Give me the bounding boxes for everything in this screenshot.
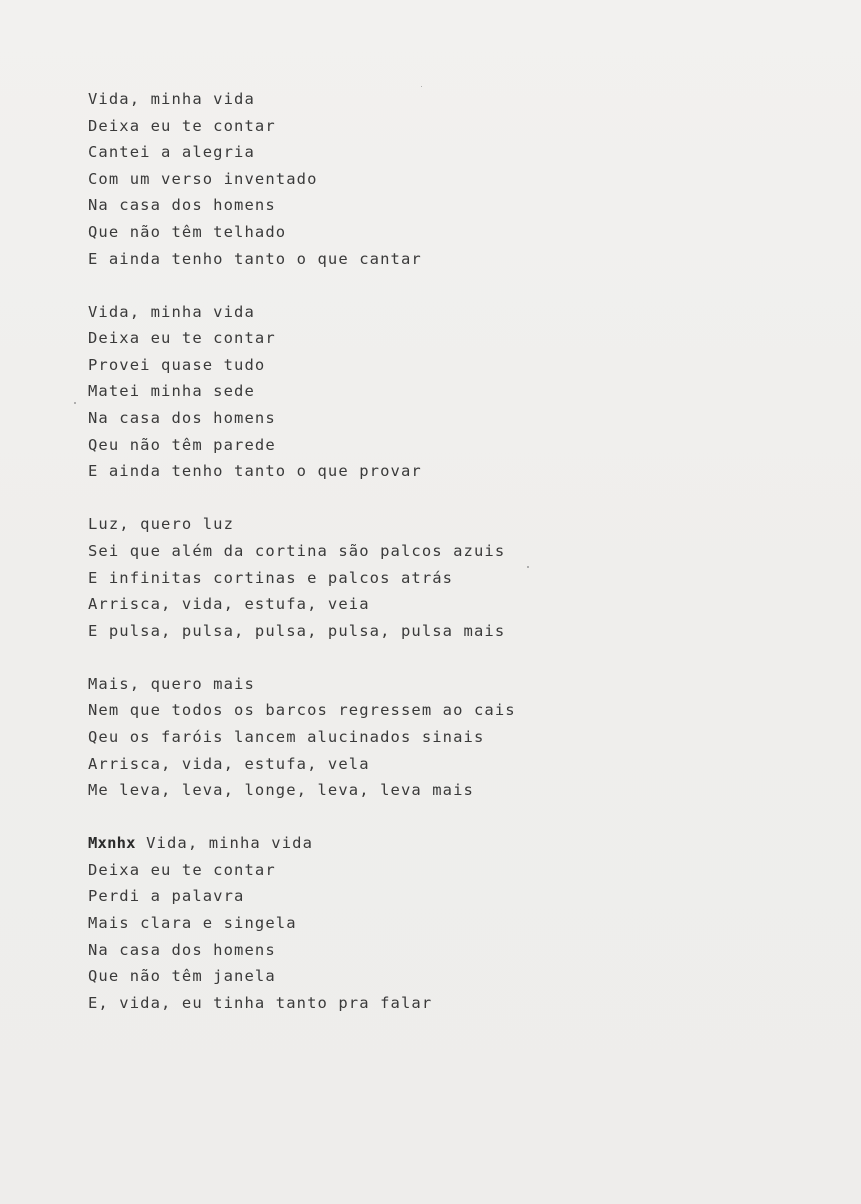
paper-speck [527, 566, 529, 568]
verse-line: Que não têm telhado [88, 222, 287, 241]
verse-line: Me leva, leva, longe, leva, leva mais [88, 781, 474, 800]
verse-line [88, 830, 828, 857]
verse-line: Mais, quero mais [88, 674, 255, 693]
verse-line: Sei que além da cortina são palcos azuis [88, 541, 506, 560]
verse-line: Arrisca, vida, estufa, veia [88, 595, 370, 614]
verse-line: Deixa eu te contar [88, 116, 276, 135]
verse-line: Nem que todos os barcos regressem ao cais [88, 701, 516, 720]
verse-line: Que não têm janela [88, 967, 276, 986]
verse-line: E, vida, eu tinha tanto pra falar [88, 993, 433, 1012]
verse-line: Na casa dos homens [88, 196, 276, 215]
verse-line: Com um verso inventado [88, 169, 318, 188]
verse-line: Luz, quero luz [88, 515, 235, 534]
verse-line: Cantei a alegria [88, 143, 255, 162]
verse-line: Qeu não têm parede [88, 435, 276, 454]
verse-line: Vida, minha vida [88, 90, 255, 108]
verse-line: Na casa dos homens [88, 409, 276, 428]
verse-line: E ainda tenho tanto o que provar [88, 462, 422, 481]
verse-line: Mais clara e singela [88, 914, 297, 933]
verse-line: Perdi a palavra [88, 887, 245, 906]
verse-line: Qeu os faróis lancem alucinados sinais [88, 727, 485, 746]
verse-line: Deixa eu te contar [88, 329, 276, 348]
stanza-4 [88, 671, 828, 804]
verse-line: E infinitas cortinas e palcos atrás [88, 568, 454, 587]
paper-speck [421, 86, 422, 87]
stanza-5 [88, 830, 828, 1016]
verse-line: E ainda tenho tanto o que cantar [88, 249, 422, 268]
stanza-2 [88, 299, 828, 485]
verse-line: Matei minha sede [88, 382, 255, 401]
verse-line: Provei quase tudo [88, 355, 266, 374]
verse-line: Arrisca, vida, estufa, vela [88, 754, 370, 773]
verse-line: Deixa eu te contar [88, 860, 276, 879]
paper-speck [74, 402, 76, 404]
lyrics-text [88, 86, 828, 1043]
struck-out-word: Mxnhx [88, 834, 136, 853]
stanza-3 [88, 511, 828, 644]
verse-line: E pulsa, pulsa, pulsa, pulsa, pulsa mais [88, 621, 506, 640]
verse-line-rest: Vida, minha vida [135, 834, 314, 853]
verse-line: Na casa dos homens [88, 940, 276, 959]
verse-line: Vida, minha vida [88, 302, 255, 321]
stanza-1 [88, 86, 828, 272]
